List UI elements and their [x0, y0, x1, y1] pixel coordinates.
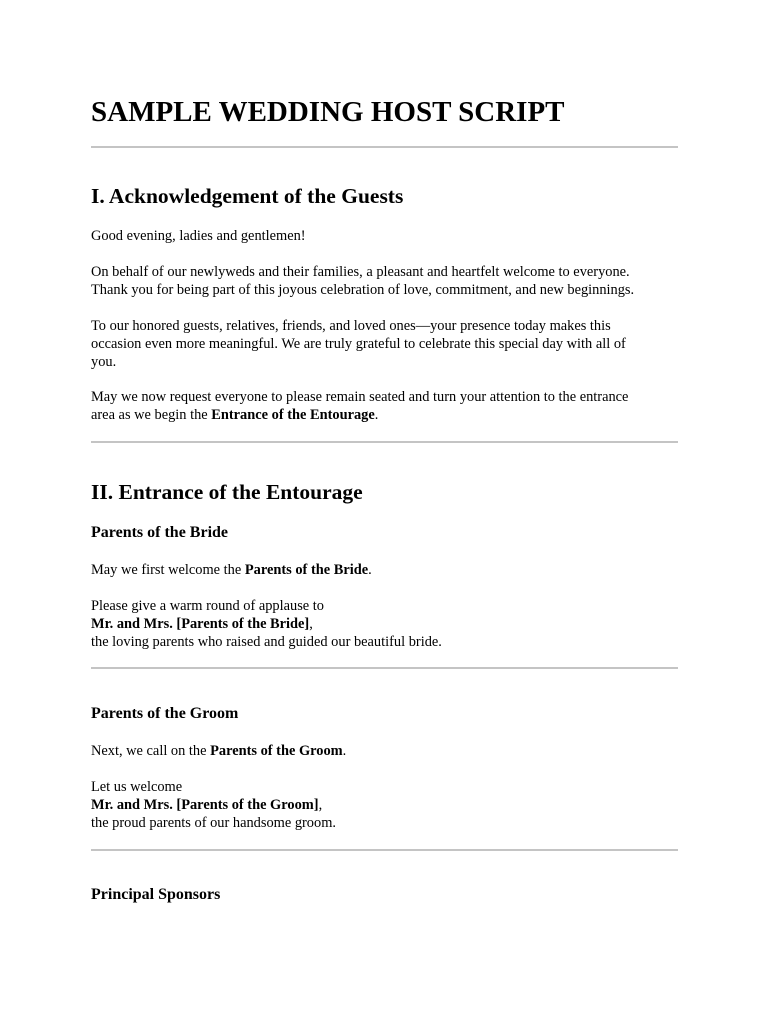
- groom-parents-name: Mr. and Mrs. [Parents of the Groom]: [91, 797, 319, 813]
- request-line-2-end: .: [374, 407, 379, 423]
- bride-intro-paragraph: [91, 561, 678, 579]
- guests-line-3: you.: [91, 354, 117, 370]
- groom-intro-end: .: [342, 743, 347, 759]
- groom-intro-line: [91, 742, 678, 760]
- section-heading-acknowledgement: I. Acknowledgement of the Guests: [91, 184, 404, 208]
- document-title: SAMPLE WEDDING HOST SCRIPT: [91, 96, 565, 128]
- divider: [91, 667, 678, 669]
- bride-parents-comma: ,: [309, 616, 313, 632]
- greeting-paragraph: [91, 227, 678, 245]
- section-heading-entourage: II. Entrance of the Entourage: [91, 480, 363, 504]
- request-line-1: May we now request everyone to please remain seated and turn your attention to the entrance: [91, 389, 629, 405]
- groom-welcome-line-2: [91, 796, 678, 814]
- groom-welcome-line-3: the proud parents of our handsome groom.: [91, 815, 336, 831]
- groom-welcome-line-1: Let us welcome: [91, 779, 183, 795]
- bride-intro-text: May we first welcome the: [91, 562, 245, 578]
- welcome-line-1: On behalf of our newlyweds and their families, a pleasant and heartfelt welcome to everyone.: [91, 264, 630, 280]
- divider: [91, 849, 678, 851]
- groom-intro-text: Next, we call on the: [91, 743, 211, 759]
- request-line-2-text: area as we begin the: [91, 407, 212, 423]
- bride-applause-line-2: [91, 615, 678, 633]
- request-line-2-bold: Entrance of the Entourage: [211, 407, 375, 423]
- subheading-principal-sponsors: Principal Sponsors: [91, 886, 221, 903]
- bride-applause-line-3: the loving parents who raised and guided our beautiful bride.: [91, 634, 442, 650]
- subheading-parents-of-groom: Parents of the Groom: [91, 705, 239, 722]
- guests-line-2: occasion even more meaningful. We are truly grateful to celebrate this special day with all of: [91, 336, 626, 352]
- divider: [91, 441, 678, 443]
- welcome-line-2: Thank you for being part of this joyous celebration of love, commitment, and new beginnings.: [91, 282, 635, 298]
- groom-parents-comma: ,: [318, 797, 323, 813]
- bride-intro-bold: Parents of the Bride: [244, 562, 369, 578]
- bride-parents-name: Mr. and Mrs. [Parents of the Bride]: [91, 616, 310, 632]
- guests-paragraph: [91, 317, 678, 371]
- subheading-parents-of-bride: Parents of the Bride: [91, 524, 229, 541]
- request-paragraph: [91, 388, 678, 424]
- bride-intro-end: .: [368, 562, 372, 578]
- greeting-text: Good evening, ladies and gentlemen!: [91, 228, 306, 244]
- request-line-2: [91, 406, 678, 424]
- groom-intro-paragraph: [91, 742, 678, 760]
- bride-applause-line-1: Please give a warm round of applause to: [91, 598, 324, 614]
- welcome-paragraph: [91, 263, 678, 299]
- bride-intro-line: [91, 561, 678, 579]
- guests-line-1: To our honored guests, relatives, friends, and loved ones—your presence today makes this: [91, 318, 611, 334]
- bride-applause-paragraph: [91, 597, 678, 651]
- groom-welcome-paragraph: [91, 778, 678, 832]
- divider: [91, 146, 678, 148]
- groom-intro-bold: Parents of the Groom: [210, 743, 343, 759]
